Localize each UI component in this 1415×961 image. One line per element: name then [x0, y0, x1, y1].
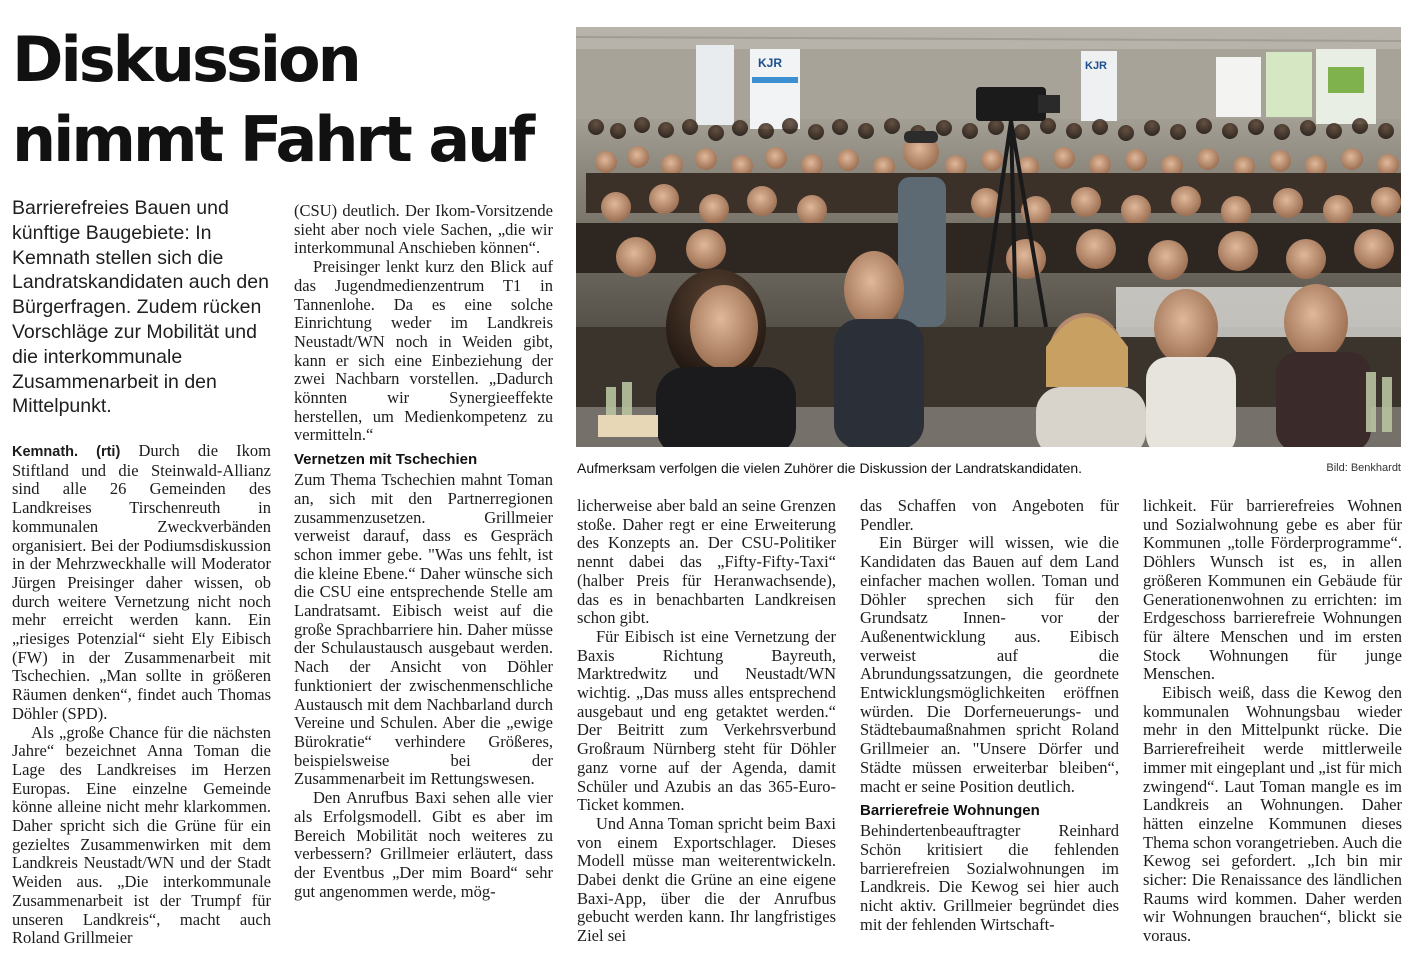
article-column-2	[294, 202, 553, 950]
photo-credit: Bild: Benkhardt	[1326, 462, 1401, 474]
event-photo	[576, 27, 1401, 447]
article-paragraph: Behindertenbeauftragter Reinhard Schön kritisiert die fehlenden barrierefreien Sozialwohnungen im Landkreis. Die Kewog sei hier auch nicht aktiv. Grillmeier begründet dies mit der fehlenden Wirtschaft-	[860, 821, 1119, 934]
article-paragraph: Als „große Chance für die nächsten Jahre“ bezeichnet Anna Toman die Lage des Landkreises im Herzen Europas. Eine einzelne Gemeinde könne alleine nicht mehr klarkommen. Daher spricht sich die Grüne für ein gezieltes Zusammenwirken mit dem Landkreis Neustadt/WN und der Stadt Weiden aus. „Die interkommunale Zusammenarbeit ist der Trumpf für unseren Landkreis“, macht auch Roland Grillmeier	[12, 722, 271, 948]
subheading-wohnungen: Barrierefreie Wohnungen	[860, 802, 1040, 820]
lead-paragraph: Barrierefreies Bauen und künftige Baugebiete: In Kemnath stellen sich die Landratskandidaten auch den Bürgerfragen. Zudem rücken Vorschläge zur Mobilität und die interkommunale Zusammenarbeit in den Mittelpunkt.	[12, 197, 269, 418]
subheading-tschechien: Vernetzen mit Tschechien	[294, 451, 478, 469]
article-paragraph: licherweise aber bald an seine Grenzen stoße. Daher regt er eine Erweiterung des Konzepts an. Der CSU-Politiker nennt dabei das „Fifty-Fifty-Taxi“ (halber Preis für Heranwachsende), das es in benachbarten Landkreisen schon gibt.	[577, 497, 836, 628]
headline: Diskussion nimmt Fahrt auf	[12, 23, 533, 176]
article-paragraph: Ein Bürger will wissen, wie die Kandidaten das Bauen auf dem Land einfacher machen wollen. Toman und Döhler sprechen sich für den Grundsatz Innen- vor der Außenentwicklung aus. Eibisch verweist auf die Abrundungssatzungen, die geordnete Entwicklungsmöglichkeiten eröffnen würden. Die Dorferneuerungs- und Städtebaumaßnahmen spricht Roland Grillmeier an. "Unsere Dörfer und Städte müssen erweiterbar bleiben“, macht er seine Position deutlich.	[860, 533, 1119, 796]
article-paragraph: Zum Thema Tschechien mahnt Toman an, sich mit den Partnerregionen zusammenzusetzen. Grillmeier verweist darauf, dass es Gespräch schon immer gebe. "Was uns fehlt, ist die kleine Ebene.“ Daher wünsche sich die CSU eine entsprechende Stelle am Landratsamt. Eibisch weist auf die große Sprachbarriere hin. Daher müsse der Schulaustausch ausgebaut werden. Nach der Ansicht von Döhler funktioniert der zwischenmenschliche Austausch mit dem Nachbarland durch Vereine und Schulen. Aber die „ewige Bürokratie“ verhindere Größeres, beispielsweise bei der Zusammenarbeit im Rettungswesen.	[294, 470, 553, 789]
article-paragraph: Eibisch weiß, dass die Kewog den kommunalen Wohnungsbau wieder mehr in den Mittelpunkt rücke. Die Barrierefreiheit werde mittlerweile immer mit eingeplant und „ist für mich zwingend“. Laut Toman mangle es im Landkreis an Wohnungen. Daher hätten einzelne Kommunen dieses Thema schon vorangetrieben. Auch die Kewog sei gefordert. „Ich bin mir sicher: Die Renaissance des ländlichen Raums wird kommen. Daher werden wir Wohnungen brauchen“, blickt sie voraus.	[1143, 683, 1402, 946]
article-paragraph: Preisinger lenkt kurz den Blick auf das Jugendmedienzentrum T1 in Tannenlohe. Da es eine solche Einrichtung weder im Landkreis Neustadt/WN noch in Weiden gibt, kann er sich eine Einbeziehung der zwei Nachbarn vorstellen. „Dadurch könnten wir Synergieeffekte herstellen, um Medienkompetenz zu vermitteln.“	[294, 257, 553, 445]
banner-text-2: KJR	[1085, 60, 1108, 72]
article-paragraph: Den Anrufbus Baxi sehen alle vier als Erfolgsmodell. Gibt es aber im Bereich Mobilität noch weiteres zu verbessern? Grillmeier erläutert, dass der Eventbus „Der mim Board“ sehr gut angenommen werde, mög-	[294, 788, 553, 901]
article-paragraph	[12, 442, 271, 724]
article-paragraph: (CSU) deutlich. Der Ikom-Vorsitzende sieht aber noch viele Sachen, „die wir interkommunal Anschieben können“.	[294, 202, 553, 258]
article-paragraph: lichkeit. Für barrierefreies Wohnen und Sozialwohnung gebe es aber für Kommunen „tolle Förderprogramme“. Döhlers Wunsch ist es, in allen größeren Kommunen ein Gebäude für Generationenwohnen zu errichten: im Erdgeschoss barrierefreie Wohnungen für ältere Menschen und im ersten Stock Wohnungen für junge Menschen.	[1143, 497, 1402, 684]
article-paragraph: Für Eibisch ist eine Vernetzung der Baxis Richtung Bayreuth, Marktredwitz und Neustadt/WN wichtig. „Das muss alles entsprechend ausgebaut und eng getaktet werden.“ Der Beitritt zum Verkehrsverbund Großraum Nürnberg steht für Döhler ganz vorne auf der Agenda, damit Schüler und Azubis an das 365-Euro-Ticket kommen.	[577, 626, 836, 815]
article-column-4	[860, 497, 1119, 950]
article-column-3	[577, 497, 836, 950]
dateline: Kemnath. (rti)	[12, 444, 121, 460]
article-column-5	[1143, 497, 1402, 950]
article-column-1	[12, 442, 271, 950]
paragraph-text: Durch die Ikom Stiftland und die Steinwald-Allianz sind alle 26 Gemeinden des Landkreises Tirschenreuth in kommunalen Zweckverbänden organisiert. Bei der Podiumsdiskussion in der Mehrzweckhalle will Moderator Jürgen Preisinger daher wissen, ob durch weitere Vernetzung nicht noch mehr erreicht werden kann. Ein „riesiges Potenzial“ sieht Ely Eibisch (FW) in der Zusammenarbeit mit Tschechien. „Man sollte in größeren Räumen denken“, findet auch Thomas Döhler (SPD).	[12, 442, 271, 723]
article-paragraph: Und Anna Toman spricht beim Baxi von einem Exportschlager. Dieses Modell müsse man weiterentwickeln. Dabei denkt die Grüne an eine eigene Baxi-App, über die der Anrufbus gebucht werden kann. Ihr langfristiges Ziel sei	[577, 813, 836, 946]
banner-text-1: KJR	[758, 56, 783, 70]
article-paragraph: das Schaffen von Angeboten für Pendler.	[860, 497, 1119, 534]
photo-caption: Aufmerksam verfolgen die vielen Zuhörer die Diskussion der Landratskandidaten.	[577, 460, 1083, 476]
audience-photo-illustration	[576, 27, 1401, 447]
